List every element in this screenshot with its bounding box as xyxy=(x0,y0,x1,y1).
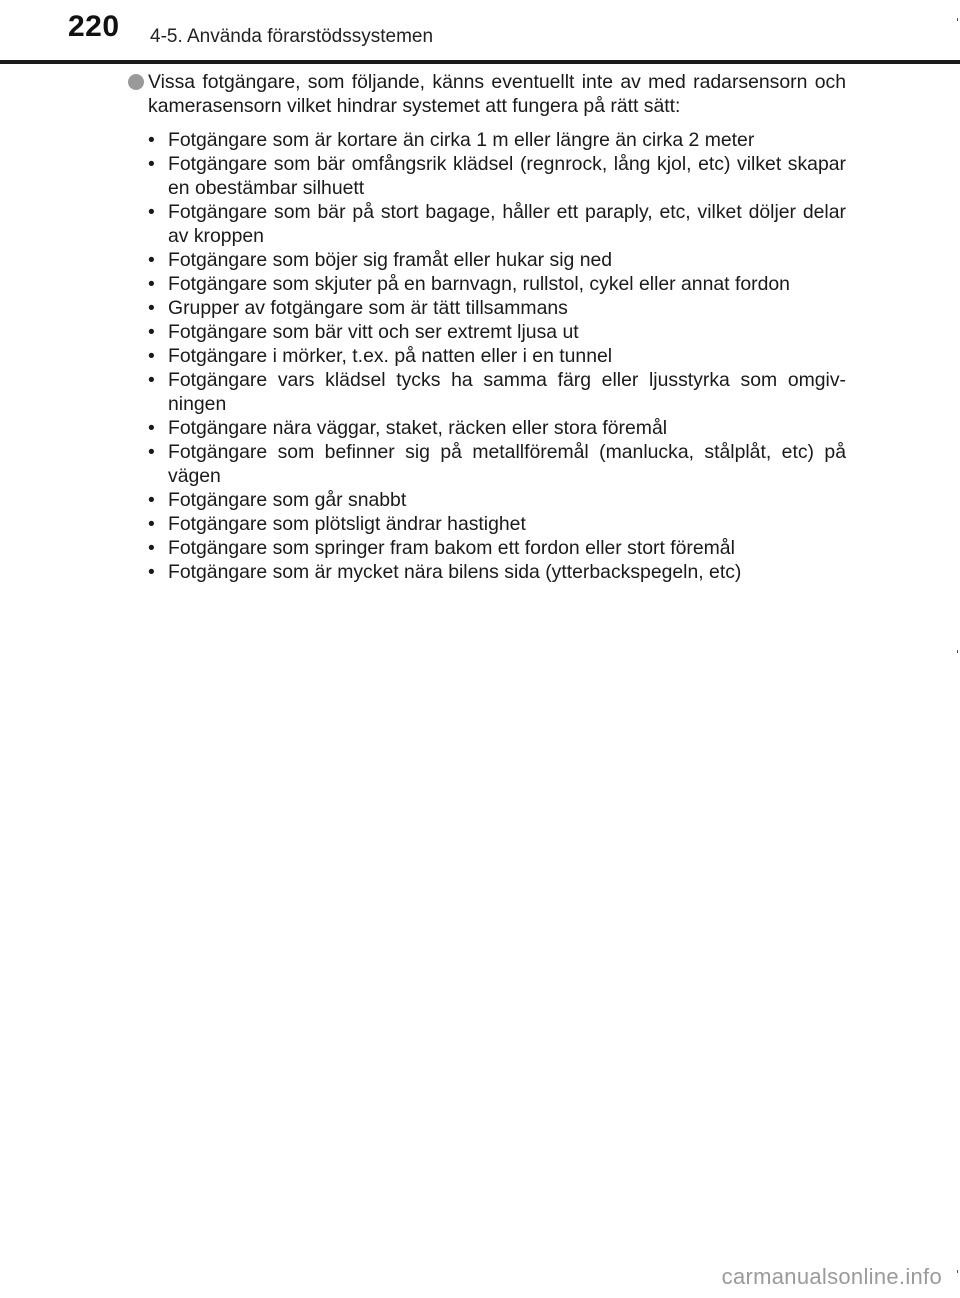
list-item: • Fotgängare som går snabbt xyxy=(148,488,846,512)
list-item: • Grupper av fotgängare som är tätt tillsammans xyxy=(148,296,846,320)
list-item: • Fotgängare vars klädsel tycks ha samma färg eller ljusstyrka som omgiv-ningen xyxy=(148,368,846,416)
list-item: • Fotgängare nära väggar, staket, räcken eller stora föremål xyxy=(148,416,846,440)
margin-tick xyxy=(957,1270,958,1273)
intro-text: Vissa fotgängare, som följande, känns eventuellt inte av med radarsensorn och kamerasensorn vilket hindrar systemet att fungera på rätt sätt: xyxy=(148,71,846,117)
margin-tick xyxy=(957,18,958,21)
list-item: • Fotgängare som är kortare än cirka 1 m eller längre än cirka 2 meter xyxy=(148,128,846,152)
list-item: • Fotgängare som böjer sig framåt eller hukar sig ned xyxy=(148,248,846,272)
bullet-dot-icon xyxy=(128,74,144,90)
intro-paragraph xyxy=(128,70,846,118)
section-title: 4-5. Använda förarstödssystemen xyxy=(150,26,434,47)
list-item: • Fotgängare som springer fram bakom ett fordon eller stort föremål xyxy=(148,536,846,560)
list-item: • Fotgängare i mörker, t.ex. på natten eller i en tunnel xyxy=(148,344,846,368)
list-item: • Fotgängare som plötsligt ändrar hastighet xyxy=(148,512,846,536)
content-block xyxy=(128,70,846,584)
list-item: • Fotgängare som bär på stort bagage, håller ett paraply, etc, vilket döljer delar av kroppen xyxy=(148,200,846,248)
list-item: • Fotgängare som befinner sig på metallföremål (manlucka, stålplåt, etc) på vägen xyxy=(148,440,846,488)
list-item: • Fotgängare som bär omfångsrik klädsel (regnrock, lång kjol, etc) vilket skapar en obestämbar silhuett xyxy=(148,152,846,200)
watermark: carmanualsonline.info xyxy=(721,1264,942,1289)
margin-tick xyxy=(957,650,958,653)
list-item: • Fotgängare som bär vitt och ser extremt ljusa ut xyxy=(148,320,846,344)
header-rule xyxy=(0,60,960,64)
page-number: 220 xyxy=(68,10,120,43)
pedestrian-list xyxy=(128,128,846,584)
list-item: • Fotgängare som skjuter på en barnvagn, rullstol, cykel eller annat fordon xyxy=(148,272,846,296)
list-item: • Fotgängare som är mycket nära bilens sida (ytterbackspegeln, etc) xyxy=(148,560,846,584)
